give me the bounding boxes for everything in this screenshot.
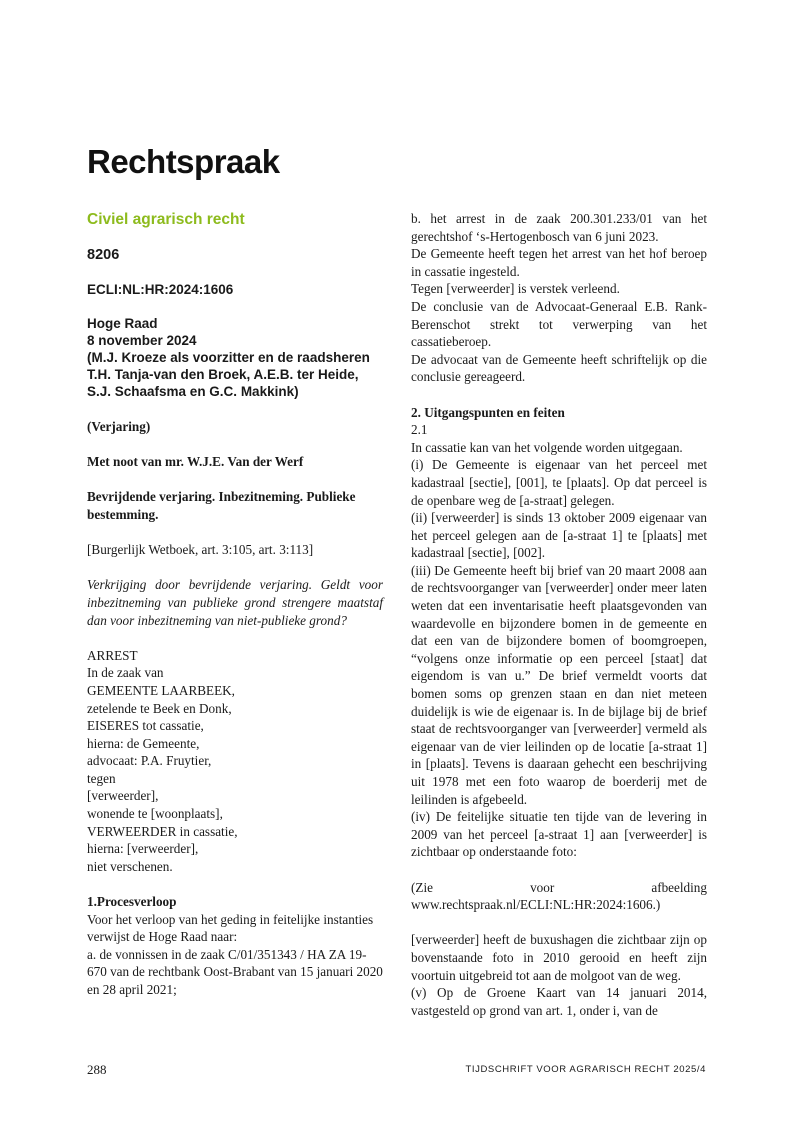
fact-iv: (iv) De feitelijke situatie ten tijde van de levering in 2009 van het perceel [a-straat 1] aan [verweerder] is zichtbaar op onderstaande foto: <box>411 809 707 860</box>
fact-i: (i) De Gemeente is eigenaar van het perceel met kadastraal [sectie], [001], te [plaats]. Op dat perceel is de openbare weg de [a-straat] gelegen. <box>411 457 707 508</box>
judges-line-1: (M.J. Kroeze als voorzitter en de raadsheren <box>87 350 370 365</box>
procedure-paragraph: De conclusie van de Advocaat-Generaal E.B. Rank-Berenschot strekt tot verwerping van het cassatieberoep. <box>411 298 707 350</box>
image-reference: (Zie voor afbeelding www.rechtspraak.nl/ECLI:NL:HR:2024:1606.) <box>411 879 707 913</box>
legal-question: Verkrijging door bevrijdende verjaring. Geldt voor inbezitneming van publieke grond strengere maatstaf dan voor inbezitneming van niet-publieke grond? <box>87 577 383 628</box>
procedure-intro: Voor het verloop van het geding in feitelijke instanties verwijst de Hoge Raad naar: <box>87 911 374 945</box>
fact-iii: (iii) De Gemeente heeft bij brief van 20 maart 2008 aan de rechtsvoorganger van [verweerder] onder meer laten weten dat een inventarisatie heeft plaatsgevonden van waardevolle en bijzondere bomen in de gemeente en dat een van de bijzondere bomen of boomgroepen, “volgens onze informatie op een perceel [staat] dat eigendom is van u.” De brief vermeldt voorts dat bomen soms op grenzen staan en dan niet meteen duidelijk is wie de eigenaar is. In de bijlage bij de brief staat de rechtsvoorganger van [verweerder] vermeld als eigenaar van de vier leilinden op de locatie [a-straat 1] in [plaats]. Tevens is daaraan gehecht een beschrijving uit 1978 met een foto waarop de boerderij met de leilinden is afgebeeld. <box>411 562 707 807</box>
judges-line-3: S.J. Schaafsma en G.C. Makkink) <box>87 384 299 399</box>
fact-ii: (ii) [verweerder] is sinds 13 oktober 2009 eigenaar van het perceel gelegen aan de [a-straat 1] te [plaats] met kadastraal [sectie], [002]. <box>411 510 707 561</box>
party-line: niet verschenen. <box>87 858 173 874</box>
section-label: Civiel agrarisch recht <box>87 211 245 228</box>
court-name: Hoge Raad <box>87 316 158 331</box>
decision-date: 8 november 2024 <box>87 333 197 348</box>
case-number: 8206 <box>87 247 120 263</box>
procedure-paragraph: Tegen [verweerder] is verstek verleend. <box>411 281 620 297</box>
party-line: VERWEERDER in cassatie, <box>87 823 238 839</box>
facts-intro: In cassatie kan van het volgende worden uitgegaan. <box>411 439 683 455</box>
ecli-identifier: ECLI:NL:HR:2024:1606 <box>87 282 234 297</box>
party-line: In de zaak van <box>87 665 164 681</box>
facts-number: 2.1 <box>411 422 428 438</box>
party-line: wonende te [woonplaats], <box>87 806 223 822</box>
right-column <box>411 210 707 1019</box>
fact-v: (v) Op de Groene Kaart van 14 januari 2014, vastgesteld op grond van art. 1, onder i, van de <box>411 985 707 1018</box>
annotation-author: Met noot van mr. W.J.E. Van der Werf <box>87 454 304 470</box>
procedure-item-a: a. de vonnissen in de zaak C/01/351343 / HA ZA 19-670 van de rechtbank Oost-Brabant van 15 januari 2020 en 28 april 2021; <box>87 946 383 997</box>
journal-name: TIJDSCHRIFT VOOR AGRARISCH RECHT 2025/4 <box>465 1064 706 1075</box>
after-image-text: [verweerder] heeft de buxushagen die zichtbaar zijn op bovenstaande foto in 2010 gerooid en heeft zijn voortuin uitgebreid tot aan de molgoot van de weg. <box>411 932 707 983</box>
party-line: ARREST <box>87 647 138 663</box>
procedure-heading: 1.Procesverloop <box>87 894 177 910</box>
party-line: hierna: de Gemeente, <box>87 735 200 751</box>
page-title: Rechtspraak <box>87 143 280 180</box>
facts-heading: 2. Uitgangspunten en feiten <box>411 404 565 420</box>
court-info <box>87 315 383 400</box>
party-line: advocaat: P.A. Fruytier, <box>87 753 212 769</box>
party-line: EISERES tot cassatie, <box>87 718 204 734</box>
parties <box>87 647 383 876</box>
procedure-paragraph: De Gemeente heeft tegen het arrest van het hof beroep in cassatie ingesteld. <box>411 246 707 279</box>
judges-line-2: T.H. Tanja-van den Broek, A.E.B. ter Heide, <box>87 367 359 382</box>
statutes: [Burgerlijk Wetboek, art. 3:105, art. 3:113] <box>87 542 314 558</box>
topic: (Verjaring) <box>87 419 151 434</box>
party-line: [verweerder], <box>87 788 159 804</box>
party-line: hierna: [verweerder], <box>87 841 199 857</box>
party-line: zetelende te Beek en Donk, <box>87 700 232 716</box>
party-line: tegen <box>87 770 116 786</box>
procedure-paragraph: De advocaat van de Gemeente heeft schriftelijk op die conclusie gereageerd. <box>411 351 707 385</box>
page-number: 288 <box>87 1062 107 1077</box>
keywords: Bevrijdende verjaring. Inbezitneming. Publieke bestemming. <box>87 489 356 522</box>
party-line: GEMEENTE LAARBEEK, <box>87 682 235 698</box>
left-column <box>87 210 383 999</box>
procedure-item-b: b. het arrest in de zaak 200.301.233/01 van het gerechtshof ‘s-Hertogenbosch van 6 juni 2023. <box>411 211 707 244</box>
